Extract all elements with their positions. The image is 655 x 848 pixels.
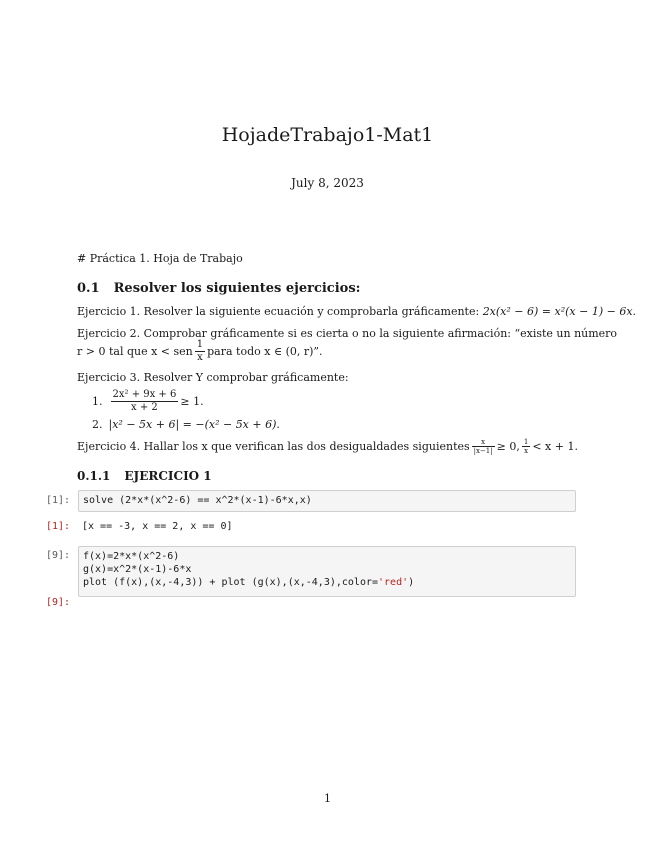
ejercicio-4-end: < x + 1. xyxy=(532,440,578,453)
code-text: ) xyxy=(408,577,415,588)
fraction-numerator: x xyxy=(472,438,495,447)
ejercicio-2-line1: Ejercicio 2. Comprobar gráficamente si es cierta o no la siguiente afirmación: “existe un número xyxy=(77,327,618,340)
cell-1-output: [x == -3, x == 2, x == 0] xyxy=(82,521,233,532)
code-cell-1[interactable] xyxy=(78,490,576,512)
ejercicio-2-line2 xyxy=(77,339,323,364)
code-text: plot (f(x),(x,-4,3)) + plot (g(x),(x,-4,3),color= xyxy=(83,577,379,588)
document-title: HojadeTrabajo1-Mat1 xyxy=(221,124,434,146)
practice-heading: # Práctica 1. Hoja de Trabajo xyxy=(77,252,243,265)
cell-1-output-prompt: [1]: xyxy=(46,521,71,532)
page-number: 1 xyxy=(324,792,331,805)
item-1-fraction xyxy=(111,389,179,414)
list-item xyxy=(92,418,280,431)
ejercicio-2-text-a: r > 0 tal que x < sen xyxy=(77,345,193,358)
code-line[interactable]: g(x)=x^2*(x-1)-6*x xyxy=(83,564,192,575)
code-line[interactable] xyxy=(83,576,571,589)
cell-9-input-prompt: [9]: xyxy=(46,550,71,561)
ejercicio-2-fraction xyxy=(195,339,205,364)
ejercicio-4-text: Ejercicio 4. Hallar los x que verifican las dos desigualdades siguientes xyxy=(77,440,470,453)
code-line[interactable]: solve (2*x*(x^2-6) == x^2*(x-1)-6*x,x) xyxy=(83,495,312,506)
fraction-denominator: x + 2 xyxy=(131,402,158,413)
ejercicio-4 xyxy=(77,438,578,455)
code-string: 'red' xyxy=(378,577,409,588)
code-line[interactable]: f(x)=2*x*(x^2-6) xyxy=(83,551,180,562)
ejercicio-2-text-b: para todo x ∈ (0, r)”. xyxy=(207,345,323,358)
ejercicio-3: Ejercicio 3. Resolver Y comprobar gráficamente: xyxy=(77,371,349,384)
subsection-title: EJERCICIO 1 xyxy=(124,469,212,483)
ejercicio-1-math: 2x(x² − 6) = x²(x − 1) − 6x. xyxy=(482,305,637,318)
fraction-numerator: 2x² + 9x + 6 xyxy=(112,389,177,400)
list-number: 1. xyxy=(92,395,103,408)
list-item xyxy=(92,389,204,414)
ejercicio-4-fraction-1 xyxy=(472,438,495,455)
fraction-numerator: 1 xyxy=(196,339,204,350)
section-heading xyxy=(77,281,360,296)
fraction-denominator: x xyxy=(197,352,203,363)
code-cell-9[interactable] xyxy=(78,546,576,597)
item-1-rest: ≥ 1. xyxy=(180,395,204,408)
fraction-denominator: x xyxy=(524,447,529,455)
subsection-number: 0.1.1 xyxy=(77,469,111,483)
ejercicio-4-mid: ≥ 0, xyxy=(496,440,520,453)
item-2-math: |x² − 5x + 6| = −(x² − 5x + 6). xyxy=(108,418,280,431)
section-title: Resolver los siguientes ejercicios: xyxy=(113,281,361,296)
subsection-heading xyxy=(77,469,212,483)
ejercicio-1-text: Ejercicio 1. Resolver la siguiente ecuación y comprobarla gráficamente: xyxy=(77,305,483,318)
cell-9-output-prompt: [9]: xyxy=(46,597,71,608)
document-date: July 8, 2023 xyxy=(291,176,364,190)
fraction-denominator: |x−1| xyxy=(473,447,493,455)
cell-1-input-prompt: [1]: xyxy=(46,495,71,506)
ejercicio-1 xyxy=(77,305,636,318)
section-number: 0.1 xyxy=(77,281,100,296)
fraction-numerator: 1 xyxy=(523,438,529,446)
ejercicio-4-fraction-2 xyxy=(522,438,530,455)
list-number: 2. xyxy=(92,418,103,431)
